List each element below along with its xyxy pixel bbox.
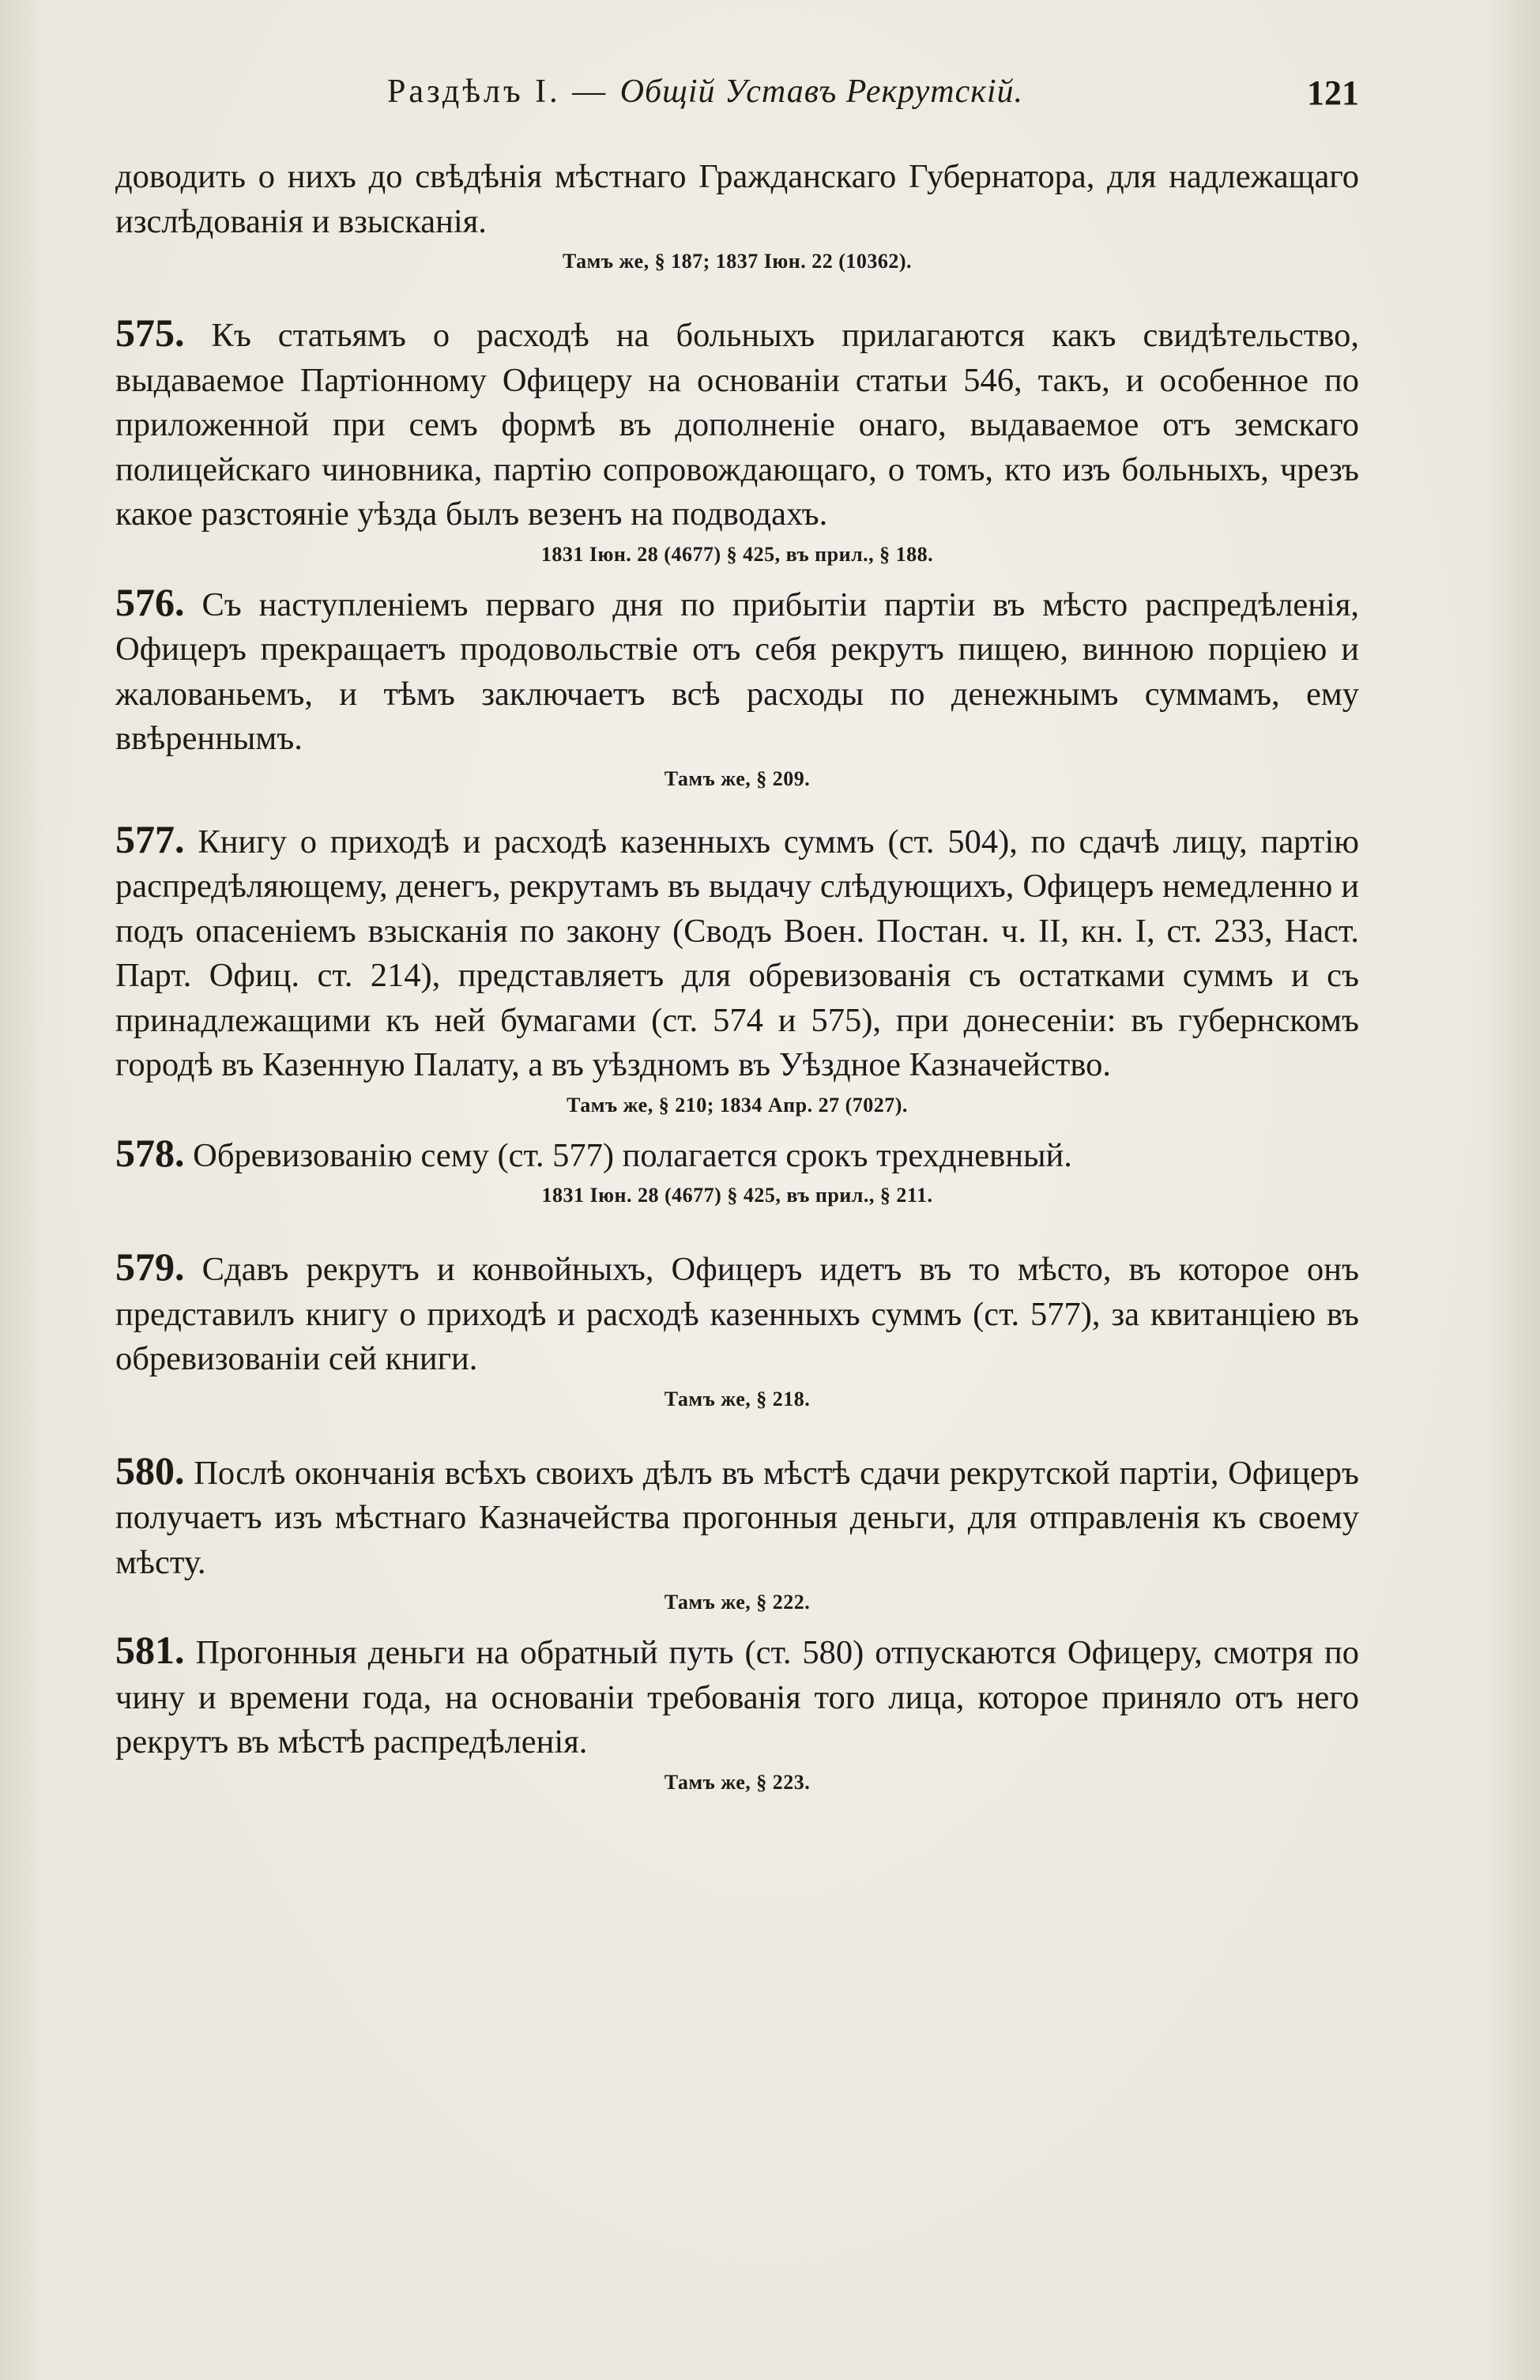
article-text: Обревизованію сему (ст. 577) полагается срокъ трехдневный. [193,1136,1072,1174]
article-number: 580. [115,1448,185,1493]
article-number: 579. [115,1245,185,1289]
article-577 [115,817,1359,1088]
running-title-section: Раздѣлъ I. — [387,73,620,110]
article-number: 581. [115,1628,185,1672]
article-text: Къ статьямъ о расходѣ на больныхъ прилагаются какъ свидѣтельство, выдаваемое Партіонному Офицеру на основаніи статьи 546, такъ, и особенное по приложенной при семъ формѣ въ дополненіе онаго, выдаваемое отъ земскаго полицейскаго чиновника, партію сопровождающаго, о томъ, кто изъ больныхъ, чрезъ какое разстояніе уѣзда былъ везенъ на подводахъ. [115,317,1359,533]
article-source: Тамъ же, § 210; 1834 Апр. 27 (7027). [567,1093,908,1117]
page-number: 121 [1307,73,1359,112]
article-text: Сдавъ рекрутъ и конвойныхъ, Офицеръ идетъ въ то мѣсто, въ которое онъ представилъ книгу о приходѣ и расходѣ казенныхъ суммъ (ст. 577), за квитанціею въ обревизованіи сей книги. [115,1251,1359,1377]
article-text: Прогонныя деньги на обратный путь (ст. 580) отпускаются Офицеру, смотря по чину и времени года, на основаніи требованія того лица, которое приняло отъ него рекрутъ въ мѣстѣ распредѣленія. [115,1634,1359,1761]
running-title [387,73,1023,111]
article-number: 577. [115,816,185,861]
article-number: 578. [115,1130,185,1175]
article-576 [115,580,1359,762]
article-575 [115,311,1359,537]
carryover-paragraph: доводить о нихъ до свѣдѣнія мѣстнаго Гражданскаго Губернатора, для надлежащаго изслѣдованія и взысканія. [115,158,1359,240]
article-text: Послѣ окончанія всѣхъ своихъ дѣлъ въ мѣстѣ сдачи рекрутской партіи, Офицеръ получаетъ изъ мѣстнаго Казначейства прогонныя деньги, для отправленія къ своему мѣсту. [115,1454,1359,1581]
article-text: Съ наступленіемъ перваго дня по прибытіи партіи въ мѣсто распредѣленія, Офицеръ прекращаетъ продовольствіе отъ себя рекрутъ пищею, винною порціею и жалованьемъ, и тѣмъ заключаетъ всѣ расходы по денежнымъ суммамъ, ему ввѣреннымъ. [115,586,1360,757]
article-578 [115,1131,1359,1179]
article-580 [115,1448,1359,1586]
article-text: Книгу о приходѣ и расходѣ казенныхъ суммъ (ст. 504), по сдачѣ лицу, партію распредѣляющему, денегъ, рекрутамъ въ выдачу слѣдующихъ, Офицеръ немедленно и подъ опасеніемъ взысканія по закону (Сводъ Воен. Постан. ч. II, кн. I, ст. 233, Наст. Парт. Офиц. ст. 214), представляетъ для обревизованія съ остатками суммъ и съ принадлежащими къ ней бумагами (ст. 574 и 575), при донесеніи: въ губернскомъ городѣ въ Казенную Палату, а въ уѣздномъ въ Уѣздное Казначейство. [115,823,1360,1083]
running-header [111,73,1359,120]
article-source: Тамъ же, § 223. [664,1770,811,1794]
article-source: 1831 Іюн. 28 (4677) § 425, въ прил., § 211. [541,1184,933,1207]
article-source: Тамъ же, § 218. [664,1387,811,1410]
carryover-source: Тамъ же, § 187; 1837 Іюн. 22 (10362). [562,250,913,273]
article-581 [115,1628,1359,1765]
article-source: 1831 Іюн. 28 (4677) § 425, въ прил., § 188. [540,542,934,566]
article-number: 575. [115,311,185,355]
running-title-name: Общій Уставъ Рекрутскій. [619,73,1024,110]
page-body [115,155,1359,1797]
article-number: 576. [115,579,185,624]
article-source: Тамъ же, § 222. [664,1591,811,1614]
article-579 [115,1245,1359,1382]
article-source: Тамъ же, § 209. [664,766,811,790]
